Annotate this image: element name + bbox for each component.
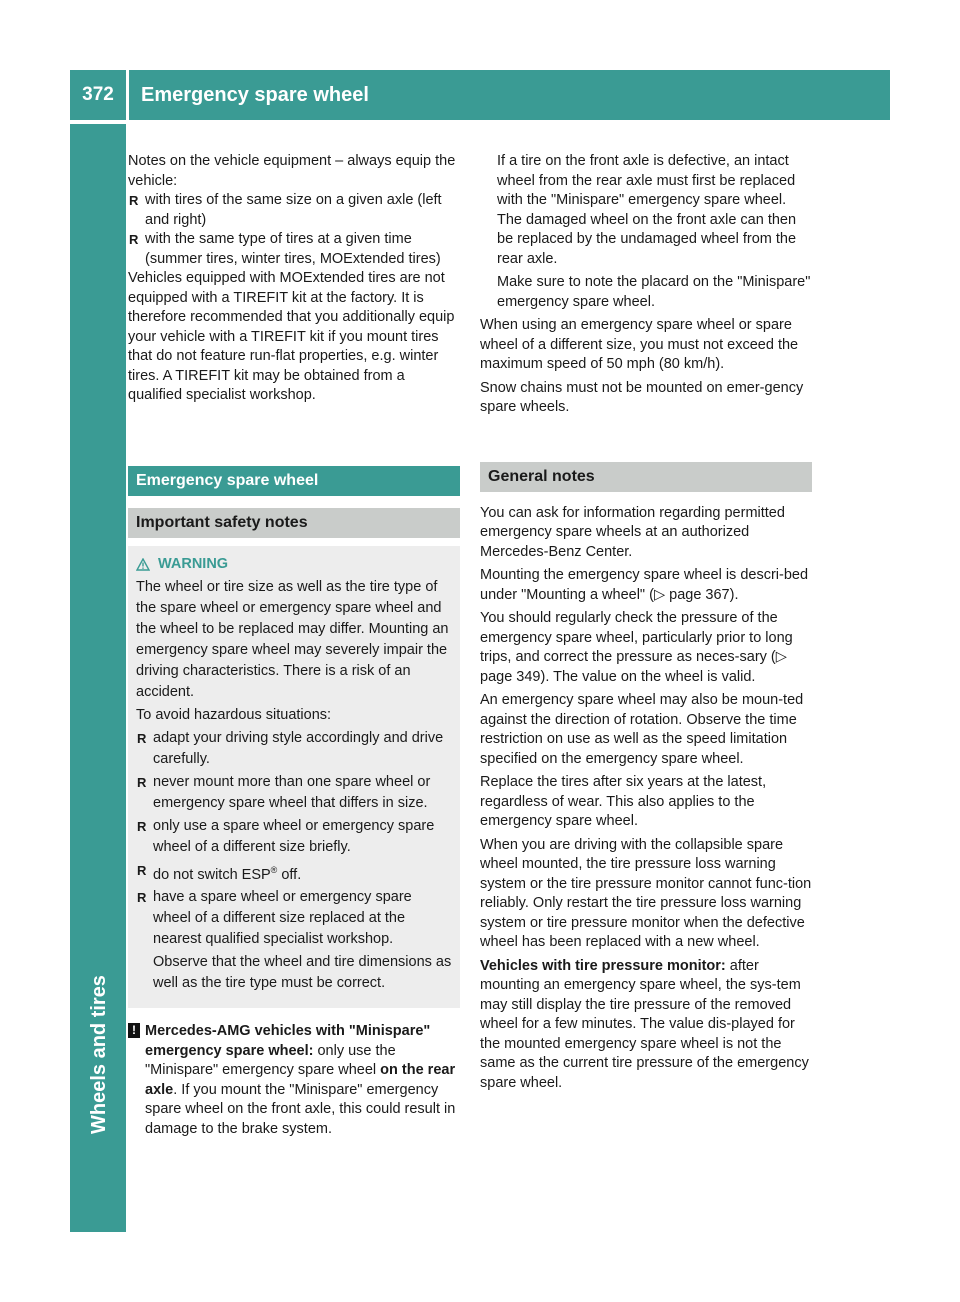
- warning-bullet: R never mount more than one spare wheel or emergency spare wheel that differs in size.: [136, 772, 452, 814]
- warning-box: [128, 546, 460, 1009]
- general-text: [480, 566, 812, 605]
- warning-label: WARNING: [158, 555, 229, 572]
- warning-bullet: R only use a spare wheel or emergency spare wheel of a different size briefly.: [136, 816, 452, 858]
- section-heading: Emergency spare wheel: [128, 466, 460, 496]
- general-text-part: ).: [729, 586, 739, 603]
- intro-text: Notes on the vehicle equipment – always equip the vehicle:: [128, 153, 456, 189]
- esp-text: do not switch ESP: [153, 866, 271, 883]
- snow-chains-text: Snow chains must not be mounted on emer-gency spare wheels.: [480, 379, 804, 415]
- left-column: [128, 152, 460, 1139]
- chapter-side-tab-label: Wheels and tires: [88, 975, 110, 1134]
- page-ref-arrow-icon: ▷: [775, 649, 787, 665]
- page-ref-arrow-icon: ▷: [653, 586, 666, 603]
- tpm-bold: Vehicles with tire pressure monitor:: [480, 957, 726, 974]
- general-text-part: You should regularly check the pressure of the emergency spare wheel, particularly prior to long trips, and correct the pressure as neces-sary (: [480, 610, 793, 665]
- right-column: [480, 152, 812, 1093]
- note-bold: Mercedes-AMG vehicles with "Minispare" emergency spare wheel:: [145, 1023, 431, 1059]
- section-heading: General notes: [480, 462, 812, 492]
- note-text: . If you mount the "Minispare" emergency spare wheel on the front axle, this could result in damage to the brake system.: [145, 1081, 456, 1137]
- page-reference-link[interactable]: page 367: [669, 586, 730, 603]
- general-text: [480, 957, 812, 1094]
- continued-text: Make sure to note the placard on the "Minispare" emergency spare wheel.: [497, 274, 811, 310]
- general-text: You can ask for information regarding permitted emergency spare wheels at an authorized Mercedes-Benz Center.: [480, 504, 785, 560]
- note-text: only use the "Minispare" emergency spare wheel: [145, 1042, 396, 1079]
- warning-header: [136, 554, 452, 575]
- intro-bullet: R with the same type of tires at a given time (summer tires, winter tires, MOExtended tires): [128, 230, 460, 269]
- continued-text: If a tire on the front axle is defective, an intact wheel from the rear axle must first be replaced with the "Minispare" emergency spare wheel. The damaged wheel on the front axle can then be replaced by the undamaged wheel from the rear axle.: [497, 153, 797, 267]
- warning-bullet: R adapt your driving style accordingly and drive carefully.: [136, 728, 452, 770]
- page-number: 372: [70, 70, 126, 120]
- chapter-side-tab[interactable]: [70, 124, 126, 1232]
- speed-text: When using an emergency spare wheel or spare wheel of a different size, you must not exceed the maximum speed of 50 mph (80 km/h).: [480, 317, 799, 372]
- general-text-part: Mounting the emergency spare wheel is descri-bed under "Mounting a wheel" (: [480, 567, 809, 603]
- warning-triangle-icon: [136, 558, 150, 571]
- page-title: Emergency spare wheel: [129, 70, 890, 120]
- warning-bullet: [136, 860, 452, 886]
- intro-bullet: R with tires of the same size on a given axle (left and right): [128, 191, 460, 230]
- general-text: When you are driving with the collapsible spare wheel mounted, the tire pressure loss warning system or the tire pressure monitor cannot func-tion reliably. Only restart the tire pressure loss warning system or tire pressure monitor when the defective wheel has been replaced with a new wheel.: [480, 836, 812, 950]
- exclamation-icon: !: [128, 1023, 140, 1038]
- page-reference-link[interactable]: page 349: [480, 668, 541, 685]
- registered-mark: ®: [270, 864, 278, 875]
- warning-bullet-extra: Observe that the wheel and tire dimensions as well as the tire type must be correct.: [153, 954, 452, 992]
- moextended-text: Vehicles equipped with MOExtended tires are not equipped with a TIREFIT kit at the factory. It is therefore recommended that you additionally equip your vehicle with a TIREFIT kit if you mount tires that do not feature run-flat properties, e.g. winter tires. A TIREFIT kit may be obtained from a qualified specialist workshop.: [128, 270, 455, 403]
- note-bold: on the rear axle: [145, 1062, 456, 1098]
- warning-bullet: R have a spare wheel or emergency spare wheel of a different size replaced at the nearest qualified specialist workshop.: [136, 887, 452, 950]
- warning-text: The wheel or tire size as well as the tire type of the spare wheel or emergency spare wheel and the wheel to be replaced may differ. Mounting an emergency spare wheel may severely impair the driving characteristics. There is a risk of an accident.: [136, 578, 449, 700]
- subsection-heading: Important safety notes: [128, 508, 460, 538]
- general-text: [480, 609, 812, 687]
- general-text: Replace the tires after six years at the latest, regardless of wear. This also applies to the emergency spare wheel.: [480, 774, 767, 829]
- note-box: [128, 1022, 460, 1139]
- general-text-part: ). The value on the wheel is valid.: [540, 668, 756, 685]
- general-text: An emergency spare wheel may also be moun-ted against the direction of rotation. Observe the time restriction on use as well as the speed limitation specified on the emergency spare wheel.: [480, 692, 804, 767]
- esp-text-post: off.: [277, 866, 302, 883]
- tpm-text: after mounting an emergency spare wheel, the sys-tem may still display the tire pressure of the removed wheel for a few minutes. The value dis-played for the mounted emergency spare wheel is not the same as the current tire pressure of the emergency spare wheel.: [480, 957, 809, 1091]
- warning-text: To avoid hazardous situations:: [136, 706, 332, 723]
